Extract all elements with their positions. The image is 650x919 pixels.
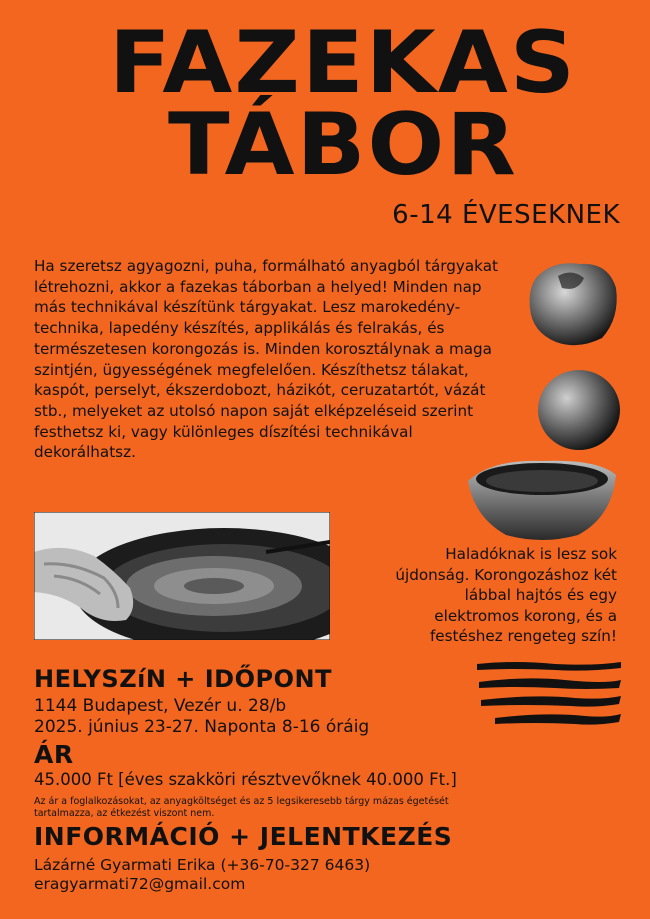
price-heading: ÁR [34,740,74,769]
intro-paragraph: Ha szeretsz agyagozni, puha, formálható anyagból tárgyakat létrehozni, akkor a fazekas táborban a helyed! Minden nap más technikával készítünk tárgyakat. Lesz marokedény-technika, lapedény készítés, applikálás és felrakás, és természetesen korongozás is. Minden korosztálynak a maga szintjén, ügyességének megfelelően. Készíthetsz tálakat, kaspót, perselyt, ékszerdobozt, házikót, ceruzatartót, vázát stb., melyeket az utolsó napon saját elképzeléseid szerint festhetsz ki, vagy különleges díszítési technikával dekorálhatsz. [34,257,498,462]
clay-ball-photo [535,365,623,453]
date-time: 2025. június 23-27. Naponta 8-16 óráig [34,717,370,737]
clay-lump-photo [522,258,622,350]
clay-bowl-photo [462,453,622,543]
contact-person: Lázárné Gyarmati Erika (+36-70-327 6463) [34,856,371,874]
pottery-tools-photo [475,658,623,730]
price-note: Az ár a foglalkozásokat, az anyagköltséget és az 5 legsikeresebb tárgy mázas égetését tartalmazza, az étkezést viszont nem. [34,796,449,819]
subtitle: 6-14 ÉVESEKNEK [392,200,620,230]
title-line-1: FAZEKAS [109,13,577,113]
pottery-wheel-photo [34,512,330,640]
place-time-heading: HELYSZíN + IDŐPONT [34,665,332,693]
info-heading: INFORMÁCIÓ + JELENTKEZÉS [34,822,453,851]
address: 1144 Budapest, Vezér u. 28/b [34,696,287,716]
contact-email[interactable]: eragyarmati72@gmail.com [34,875,246,893]
advanced-paragraph: Haladóknak is lesz sok újdonság. Korongozáshoz két lábbal hajtós és egy elektromos korong, és a festéshez rengeteg szín! [395,545,617,645]
price-amount: 45.000 Ft [éves szakköri résztvevőknek 40.000 Ft.] [34,770,457,789]
title-line-2: TÁBOR [167,95,519,195]
